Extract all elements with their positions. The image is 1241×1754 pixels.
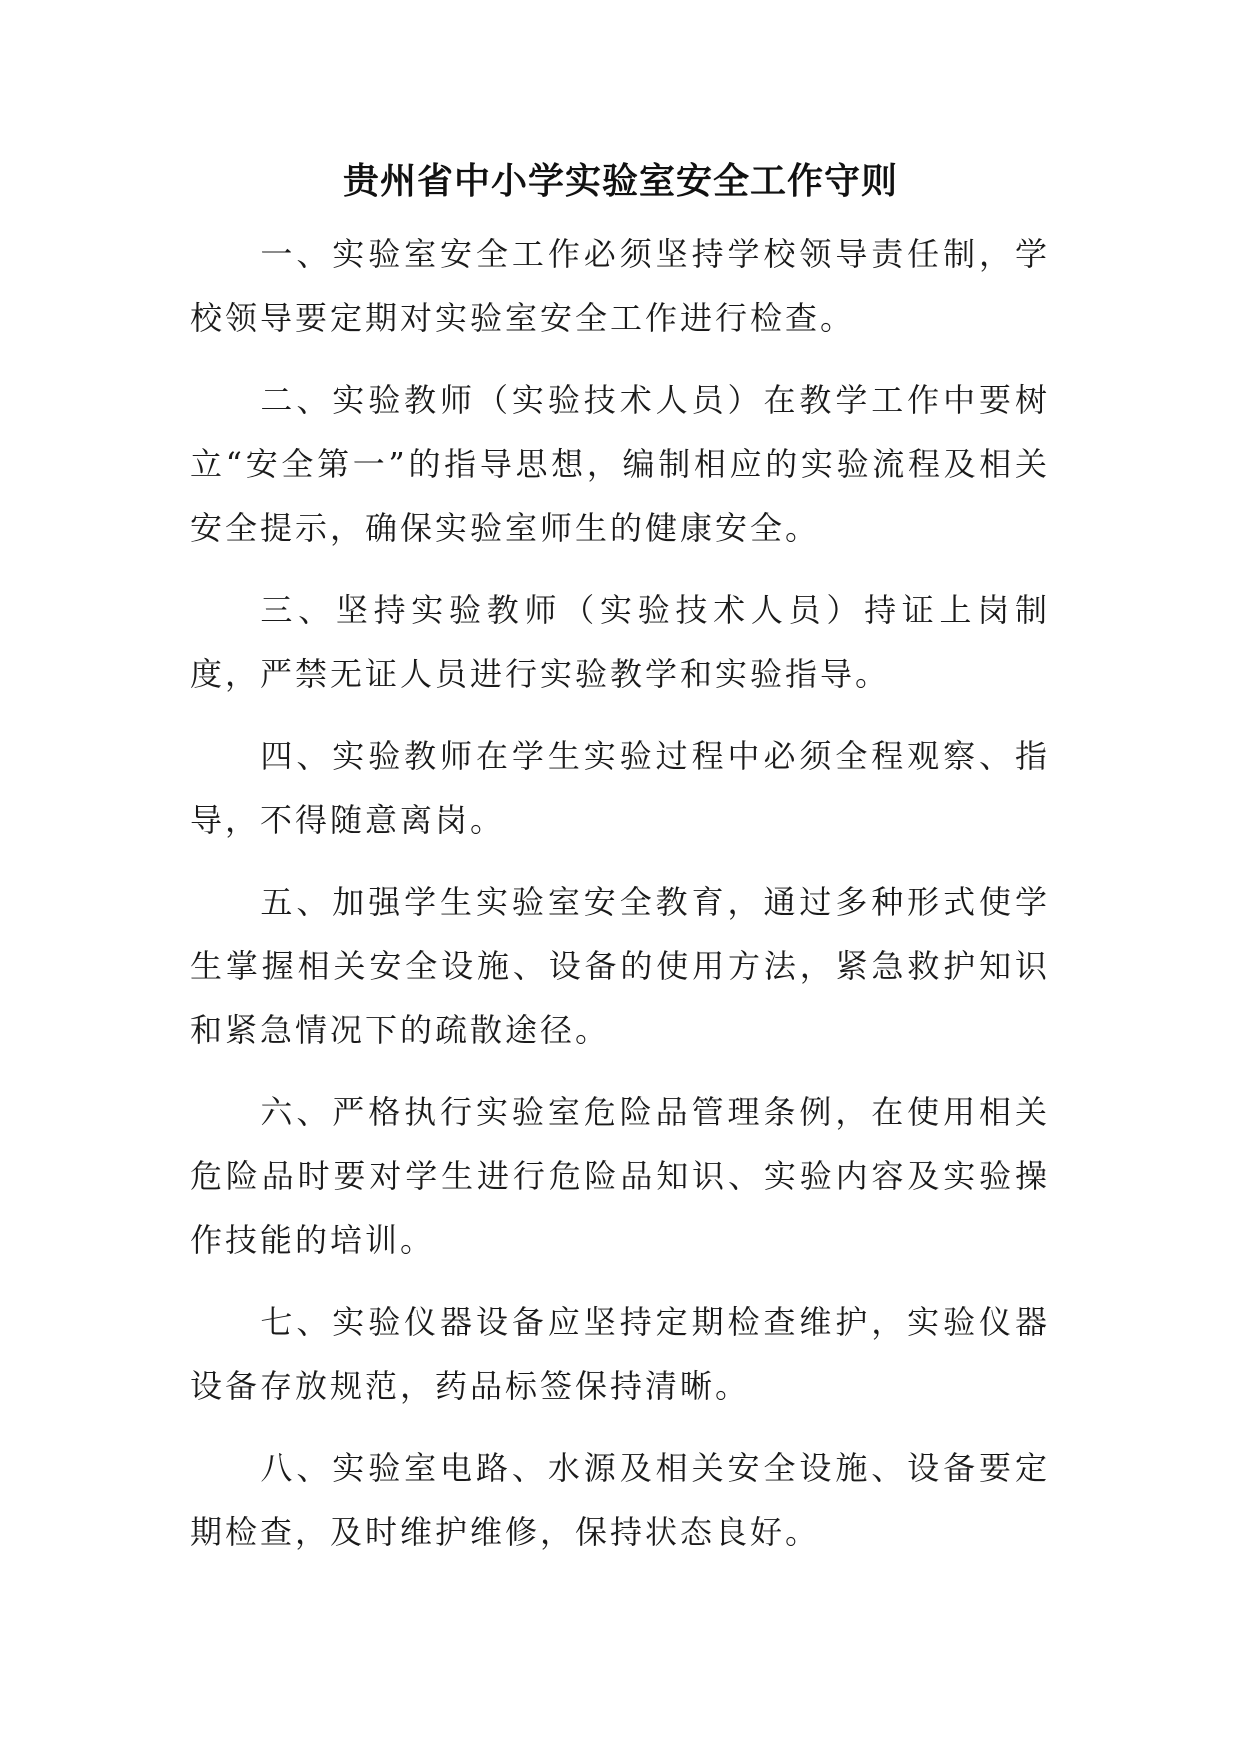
- rule-paragraph-4: 四、实验教师在学生实验过程中必须全程观察、指导，不得随意离岗。: [190, 737, 1050, 839]
- rule-paragraph-5: 五、加强学生实验室安全教育，通过多种形式使学生掌握相关安全设施、设备的使用方法，紧急救护知识和紧急情况下的疏散途径。: [190, 883, 1050, 1049]
- rule-paragraph-2: 二、实验教师（实验技术人员）在教学工作中要树立“安全第一”的指导思想，编制相应的实验流程及相关安全提示，确保实验室师生的健康安全。: [190, 381, 1050, 547]
- document-title: 贵州省中小学实验室安全工作守则: [342, 161, 898, 202]
- document-body: [190, 222, 1050, 1582]
- rule-paragraph-1: 一、实验室安全工作必须坚持学校领导责任制，学校领导要定期对实验室安全工作进行检查。: [190, 235, 1050, 337]
- rule-paragraph-7: 七、实验仪器设备应坚持定期检查维护，实验仪器设备存放规范，药品标签保持清晰。: [190, 1303, 1050, 1405]
- rule-paragraph-8: 八、实验室电路、水源及相关安全设施、设备要定期检查，及时维护维修，保持状态良好。: [190, 1449, 1050, 1551]
- rule-paragraph-3: 三、坚持实验教师（实验技术人员）持证上岗制度，严禁无证人员进行实验教学和实验指导。: [190, 591, 1050, 693]
- rule-paragraph-6: 六、严格执行实验室危险品管理条例，在使用相关危险品时要对学生进行危险品知识、实验内容及实验操作技能的培训。: [190, 1093, 1050, 1259]
